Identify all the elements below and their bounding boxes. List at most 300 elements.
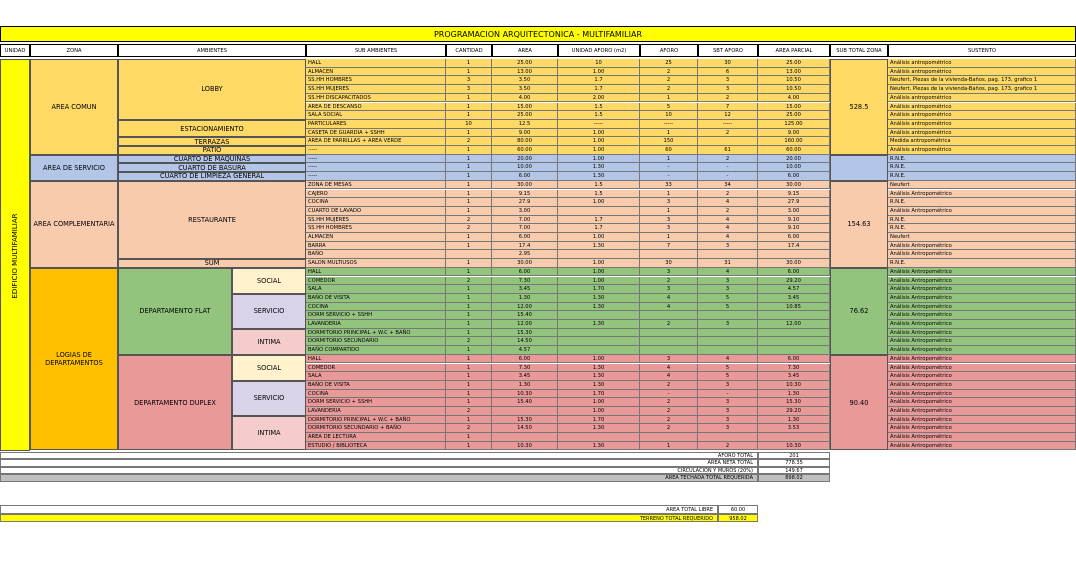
subgroup-servicio-flat: SERVICIO <box>232 294 306 329</box>
cell-area: 13.00 <box>492 68 558 77</box>
cell-ua: 1.7 <box>558 76 640 85</box>
cell-cant: 1 <box>446 364 492 373</box>
cell-sub: DORM SERVICIO + SSHH <box>306 311 446 320</box>
cell-area: 10.00 <box>492 163 558 172</box>
cell-cant: 3 <box>446 85 492 94</box>
cell-sbt: 4 <box>698 224 758 233</box>
cell-ua: 1.5 <box>558 190 640 199</box>
cell-cant: 3 <box>446 76 492 85</box>
cell-ua: 1.7 <box>558 216 640 225</box>
column-header: SBT AFORO <box>698 44 758 57</box>
cell-ap: 9.15 <box>758 190 830 199</box>
cell-ap: 12.00 <box>758 320 830 329</box>
cell-cant: 1 <box>446 433 492 442</box>
cell-cant: 1 <box>446 372 492 381</box>
cell-ap: 7.30 <box>758 364 830 373</box>
cell-area: 2.95 <box>492 250 558 259</box>
cell-ua: 1.00 <box>558 129 640 138</box>
cell-cant: 1 <box>446 329 492 338</box>
cell-sub: CASETA DE GUARDIA + SSHH <box>306 129 446 138</box>
cell-sub: DORM SERVICIO + SSHH <box>306 398 446 407</box>
cell-cant: 1 <box>446 103 492 112</box>
cell-ap: 125.00 <box>758 120 830 129</box>
cell-cant: 1 <box>446 172 492 181</box>
cell-cant: 1 <box>446 294 492 303</box>
cell-af <box>640 433 698 442</box>
cell-ua: 1.30 <box>558 424 640 433</box>
cell-cant: 2 <box>446 216 492 225</box>
subtotal-flat: 76.62 <box>830 268 888 355</box>
cell-area: 30.00 <box>492 181 558 190</box>
footer-label: TERRENO TOTAL REQUERIDO <box>0 514 718 523</box>
cell-sub: LAVANDERIA <box>306 407 446 416</box>
cell-sus: Análisis antropométrico <box>888 59 1076 68</box>
cell-sus: Análisis antropométrico <box>888 129 1076 138</box>
cell-sus: Análisis antropométrico <box>888 94 1076 103</box>
cell-ua <box>558 311 640 320</box>
unit-label: EDIFICIO MULTIFAMILIAR <box>11 213 19 299</box>
summary-value: 898.02 <box>758 474 830 482</box>
cell-sub: SS.HH HOMBRES <box>306 224 446 233</box>
cell-sbt: - <box>698 163 758 172</box>
cell-ua: 1.30 <box>558 372 640 381</box>
cell-sub: LAVANDERIA <box>306 320 446 329</box>
column-header: AREA PARCIAL <box>758 44 830 57</box>
cell-sub: SALA <box>306 372 446 381</box>
cell-sus: Análisis antropométrico <box>888 103 1076 112</box>
summary-label: AFORO TOTAL <box>0 452 758 460</box>
cell-af: 30 <box>640 259 698 268</box>
cell-sbt: 4 <box>698 216 758 225</box>
cell-af: 2 <box>640 424 698 433</box>
cell-sus: Análisis Antropométrico <box>888 277 1076 286</box>
cell-sus: Neufert <box>888 181 1076 190</box>
summary-value: 778.35 <box>758 459 830 467</box>
summary-label: AREA NETA TOTAL <box>0 459 758 467</box>
subgroup-servicio-duplex: SERVICIO <box>232 381 306 416</box>
sheet-title: PROGRAMACION ARQUITECTONICA - MULTIFAMILIAR <box>0 26 1076 42</box>
cell-sbt: 3 <box>698 320 758 329</box>
cell-af: - <box>640 390 698 399</box>
cell-ua <box>558 207 640 216</box>
cell-sus: Neufert <box>888 233 1076 242</box>
cell-area <box>492 407 558 416</box>
cell-ap: 160.00 <box>758 137 830 146</box>
cell-area: 60.00 <box>492 146 558 155</box>
cell-sbt <box>698 137 758 146</box>
cell-af <box>640 346 698 355</box>
ambiente-cuarto-basura: CUARTO DE BASURA <box>118 163 306 172</box>
cell-sbt: 2 <box>698 94 758 103</box>
cell-af: 2 <box>640 398 698 407</box>
cell-ap: 60.00 <box>758 146 830 155</box>
cell-ua: 1.7 <box>558 85 640 94</box>
cell-sub: ALMACEN <box>306 68 446 77</box>
column-header: AFORO <box>640 44 698 57</box>
cell-sus: Análisis Antropométrico <box>888 398 1076 407</box>
cell-sbt: 4 <box>698 233 758 242</box>
cell-cant: 10 <box>446 120 492 129</box>
cell-ua: 1.7 <box>558 224 640 233</box>
cell-ua <box>558 329 640 338</box>
cell-ua: 1.00 <box>558 259 640 268</box>
cell-sub: AREA DE DESCANSO <box>306 103 446 112</box>
cell-sus: Análisis Antropométrico <box>888 390 1076 399</box>
cell-sus: Análisis antropométrico <box>888 68 1076 77</box>
footer-value: 958.02 <box>718 514 758 523</box>
cell-sub: SS.HH MUJERES <box>306 85 446 94</box>
cell-ua: 1.30 <box>558 163 640 172</box>
cell-ap <box>758 250 830 259</box>
cell-cant: 1 <box>446 207 492 216</box>
cell-cant: 1 <box>446 355 492 364</box>
cell-sus: Análisis Antropométrico <box>888 381 1076 390</box>
cell-sus: Análisis Antropométrico <box>888 250 1076 259</box>
cell-ap: 17.4 <box>758 242 830 251</box>
cell-sbt: 3 <box>698 85 758 94</box>
cell-sus: Análisis Antropométrico <box>888 268 1076 277</box>
cell-sus: Medida antropométrica <box>888 137 1076 146</box>
cell-ua: 1.30 <box>558 303 640 312</box>
cell-cant: 1 <box>446 390 492 399</box>
cell-cant: 1 <box>446 94 492 103</box>
cell-sub: COMEDOR <box>306 277 446 286</box>
cell-sub: SS.HH HOMBRES <box>306 76 446 85</box>
cell-af: 2 <box>640 85 698 94</box>
cell-ap: 10.85 <box>758 303 830 312</box>
cell-area: 10.30 <box>492 442 558 451</box>
cell-cant: 1 <box>446 285 492 294</box>
cell-sub: DORMITORIO SECUNDARIO <box>306 337 446 346</box>
cell-ap: 10.50 <box>758 85 830 94</box>
cell-area: 10.30 <box>492 390 558 399</box>
column-header: UNIDAD AFORO (m2) <box>558 44 640 57</box>
ambiente-patio: PATIO <box>118 146 306 155</box>
cell-af: 33 <box>640 181 698 190</box>
cell-cant: 1 <box>446 398 492 407</box>
cell-ua: 1.30 <box>558 172 640 181</box>
cell-sbt: 12 <box>698 111 758 120</box>
cell-af: 60 <box>640 146 698 155</box>
subtotal-comun: 528.5 <box>830 59 888 155</box>
cell-sus: Análisis Antropométrico <box>888 355 1076 364</box>
cell-area: 15.30 <box>492 329 558 338</box>
cell-ap <box>758 311 830 320</box>
cell-af <box>640 311 698 320</box>
cell-ap: 6.00 <box>758 233 830 242</box>
cell-ap: 13.00 <box>758 68 830 77</box>
column-header: SUSTENTO <box>888 44 1076 57</box>
cell-ua <box>558 346 640 355</box>
summary-label: CIRCULACION Y MUROS (20%) <box>0 467 758 475</box>
summary-label: AREA TECHADA TOTAL REQUERIDA <box>0 474 758 482</box>
cell-sub: HALL <box>306 268 446 277</box>
cell-area: 15.00 <box>492 103 558 112</box>
cell-ua: 1.30 <box>558 320 640 329</box>
cell-ap: 3.53 <box>758 424 830 433</box>
cell-sub: ZONA DE MESAS <box>306 181 446 190</box>
cell-af <box>640 329 698 338</box>
cell-ap <box>758 346 830 355</box>
cell-area: 6.00 <box>492 268 558 277</box>
cell-sbt: ----- <box>698 120 758 129</box>
cell-af: 1 <box>640 155 698 164</box>
cell-af: 2 <box>640 407 698 416</box>
cell-af: 25 <box>640 59 698 68</box>
cell-ap <box>758 433 830 442</box>
cell-af: 10 <box>640 111 698 120</box>
cell-sbt: - <box>698 390 758 399</box>
cell-sbt: 2 <box>698 155 758 164</box>
cell-ap: 10.30 <box>758 442 830 451</box>
cell-ap: 25.00 <box>758 59 830 68</box>
cell-sus: Análisis Antropométrico <box>888 285 1076 294</box>
cell-af: 2 <box>640 277 698 286</box>
cell-cant: 1 <box>446 146 492 155</box>
ambiente-sum: SUM <box>118 259 306 268</box>
column-header: AREA <box>492 44 558 57</box>
cell-ap: 29.20 <box>758 277 830 286</box>
cell-sus: Análisis Antropométrico <box>888 337 1076 346</box>
cell-sub: BAÑO COMPARTIDO <box>306 346 446 355</box>
column-header: UNIDAD <box>0 44 30 57</box>
column-header: SUB TOTAL ZONA <box>830 44 888 57</box>
cell-sbt: 4 <box>698 198 758 207</box>
cell-sbt: 3 <box>698 416 758 425</box>
cell-sbt <box>698 329 758 338</box>
cell-area: 12.00 <box>492 303 558 312</box>
cell-sub: CUARTO DE LAVADO <box>306 207 446 216</box>
cell-area: 14.50 <box>492 424 558 433</box>
cell-sus: Análisis antropométrico <box>888 146 1076 155</box>
cell-ap: 9.00 <box>758 129 830 138</box>
cell-sbt: 2 <box>698 190 758 199</box>
cell-cant: 1 <box>446 259 492 268</box>
cell-sus: Análisis Antropométrico <box>888 242 1076 251</box>
cell-sus: Análisis Antropométrico <box>888 346 1076 355</box>
cell-cant: 1 <box>446 59 492 68</box>
cell-af: 4 <box>640 303 698 312</box>
cell-sus: Análisis antropométrico <box>888 111 1076 120</box>
ambiente-restaurante: RESTAURANTE <box>118 181 306 259</box>
cell-ap: 4.00 <box>758 94 830 103</box>
cell-area: 9.15 <box>492 190 558 199</box>
cell-ap: 20.00 <box>758 155 830 164</box>
cell-sub: COCINA <box>306 303 446 312</box>
cell-af: 1 <box>640 442 698 451</box>
cell-sub: AREA DE PARRILLAS + AREA VERDE <box>306 137 446 146</box>
ambiente-departamento-duplex: DEPARTAMENTO DUPLEX <box>118 355 232 451</box>
cell-ua: 1.30 <box>558 294 640 303</box>
cell-sub: HALL <box>306 59 446 68</box>
cell-area: 3.50 <box>492 76 558 85</box>
cell-ap: 9.10 <box>758 216 830 225</box>
cell-area: 25.00 <box>492 59 558 68</box>
cell-sbt <box>698 337 758 346</box>
cell-sbt: 2 <box>698 129 758 138</box>
cell-area: 7.00 <box>492 216 558 225</box>
cell-ua: 1.70 <box>558 416 640 425</box>
cell-ap: 10.30 <box>758 381 830 390</box>
cell-area: 3.45 <box>492 372 558 381</box>
cell-af: 1 <box>640 129 698 138</box>
cell-sbt <box>698 433 758 442</box>
cell-af: 150 <box>640 137 698 146</box>
cell-cant: 1 <box>446 268 492 277</box>
cell-area: 4.57 <box>492 346 558 355</box>
cell-cant: 1 <box>446 190 492 199</box>
cell-ap <box>758 337 830 346</box>
cell-area <box>492 433 558 442</box>
cell-sbt: 3 <box>698 381 758 390</box>
cell-sbt: 2 <box>698 442 758 451</box>
cell-sub: SALA <box>306 285 446 294</box>
cell-ua <box>558 250 640 259</box>
cell-sub: COMEDOR <box>306 364 446 373</box>
cell-sus: Análisis Antropométrico <box>888 311 1076 320</box>
cell-af: 5 <box>640 103 698 112</box>
cell-ua: 1.70 <box>558 390 640 399</box>
cell-sus: R.N.E. <box>888 198 1076 207</box>
cell-sub: ALMACEN <box>306 233 446 242</box>
cell-cant: 1 <box>446 346 492 355</box>
cell-ap: 30.00 <box>758 259 830 268</box>
cell-ua: 1.00 <box>558 398 640 407</box>
cell-sus: R.N.E. <box>888 224 1076 233</box>
cell-ap: 1.30 <box>758 390 830 399</box>
cell-sus: Análisis Antropométrico <box>888 372 1076 381</box>
cell-af: 2 <box>640 320 698 329</box>
cell-cant: 2 <box>446 277 492 286</box>
cell-sbt: 31 <box>698 259 758 268</box>
cell-sbt: 34 <box>698 181 758 190</box>
cell-area: 25.00 <box>492 111 558 120</box>
column-header: AMBIENTES <box>118 44 306 57</box>
cell-ap: 10.50 <box>758 76 830 85</box>
subgroup-social-flat: SOCIAL <box>232 268 306 294</box>
cell-sub: ----- <box>306 163 446 172</box>
cell-sub: AREA DE LECTURA <box>306 433 446 442</box>
cell-ap: 3.45 <box>758 294 830 303</box>
cell-ap: 15.00 <box>758 103 830 112</box>
cell-af: 2 <box>640 68 698 77</box>
cell-ap: 25.00 <box>758 111 830 120</box>
cell-cant: 1 <box>446 233 492 242</box>
cell-af: 1 <box>640 94 698 103</box>
cell-sbt: 5 <box>698 294 758 303</box>
cell-ua: 1.5 <box>558 181 640 190</box>
cell-sub: COCINA <box>306 198 446 207</box>
cell-cant: 2 <box>446 137 492 146</box>
cell-sub: DORMITORIO PRINCIPAL + W.C + BAÑO <box>306 329 446 338</box>
cell-af: 1 <box>640 207 698 216</box>
cell-cant: 1 <box>446 242 492 251</box>
cell-ua: 1.00 <box>558 68 640 77</box>
cell-ua <box>558 433 640 442</box>
cell-sub: SALON MULTIUSOS <box>306 259 446 268</box>
cell-af: 2 <box>640 416 698 425</box>
cell-cant: 1 <box>446 311 492 320</box>
cell-ua: 1.00 <box>558 268 640 277</box>
cell-sub: BAÑO DE VISITA <box>306 381 446 390</box>
cell-area: 15.40 <box>492 398 558 407</box>
cell-sus: Análisis Antropométrico <box>888 320 1076 329</box>
cell-area: 20.00 <box>492 155 558 164</box>
cell-cant: 2 <box>446 407 492 416</box>
cell-sub: COCINA <box>306 390 446 399</box>
cell-ua: 1.00 <box>558 407 640 416</box>
cell-sbt: 4 <box>698 355 758 364</box>
cell-af: 4 <box>640 294 698 303</box>
cell-ua: 1.00 <box>558 155 640 164</box>
cell-sbt <box>698 250 758 259</box>
cell-area: 3.50 <box>492 85 558 94</box>
cell-ua: ----- <box>558 120 640 129</box>
cell-sbt: 2 <box>698 207 758 216</box>
subgroup-intima-flat: INTIMA <box>232 329 306 355</box>
cell-sub: SALA SOCIAL <box>306 111 446 120</box>
cell-ap: 3.00 <box>758 207 830 216</box>
cell-cant: 1 <box>446 129 492 138</box>
cell-ua: 1.30 <box>558 381 640 390</box>
subtotal-complementaria: 154.63 <box>830 181 888 268</box>
cell-sus: R.N.E. <box>888 172 1076 181</box>
cell-cant: 2 <box>446 337 492 346</box>
cell-sus: Análisis Antropométrico <box>888 190 1076 199</box>
cell-area: 1.30 <box>492 381 558 390</box>
cell-af: 3 <box>640 216 698 225</box>
cell-sbt: 4 <box>698 268 758 277</box>
cell-sub: BARRA <box>306 242 446 251</box>
cell-ap: 29.20 <box>758 407 830 416</box>
cell-ua: 1.30 <box>558 242 640 251</box>
ambiente-estacionamiento: ESTACIONAMIENTO <box>118 120 306 137</box>
footer-label: AREA TOTAL LIBRE <box>0 505 718 514</box>
cell-cant: 1 <box>446 303 492 312</box>
cell-af: 4 <box>640 364 698 373</box>
cell-ua: 1.30 <box>558 442 640 451</box>
ambiente-departamento-flat: DEPARTAMENTO FLAT <box>118 268 232 355</box>
cell-ap: 15.30 <box>758 398 830 407</box>
cell-sub: SS.HH DISCAPACITADOS <box>306 94 446 103</box>
cell-sbt: 3 <box>698 242 758 251</box>
cell-sbt: 61 <box>698 146 758 155</box>
cell-area: 7.00 <box>492 224 558 233</box>
cell-cant: 1 <box>446 198 492 207</box>
cell-af: 1 <box>640 190 698 199</box>
cell-ua: 10 <box>558 59 640 68</box>
cell-ua <box>558 337 640 346</box>
cell-ua: 1.00 <box>558 355 640 364</box>
cell-sus: Neufert, Piezas de la vivienda-Baños, pag. 173, grafico 1 <box>888 76 1076 85</box>
cell-sbt: 6 <box>698 68 758 77</box>
cell-cant: 2 <box>446 424 492 433</box>
cell-sus: Análisis Antropométrico <box>888 424 1076 433</box>
cell-sus: Análisis Antropométrico <box>888 294 1076 303</box>
summary-value: 201 <box>758 452 830 460</box>
cell-sus: Análisis Antropométrico <box>888 303 1076 312</box>
cell-ua: 1.00 <box>558 146 640 155</box>
cell-sus: Análisis Antropométrico <box>888 442 1076 451</box>
ambiente-cuarto-limpieza: CUARTO DE LIMPIEZA GENERAL <box>118 172 306 181</box>
cell-sub: ----- <box>306 155 446 164</box>
cell-af <box>640 337 698 346</box>
cell-ap: 9.10 <box>758 224 830 233</box>
subgroup-intima-duplex: INTIMA <box>232 416 306 451</box>
cell-area: 6.00 <box>492 172 558 181</box>
cell-sbt: 30 <box>698 59 758 68</box>
cell-sbt: 5 <box>698 364 758 373</box>
